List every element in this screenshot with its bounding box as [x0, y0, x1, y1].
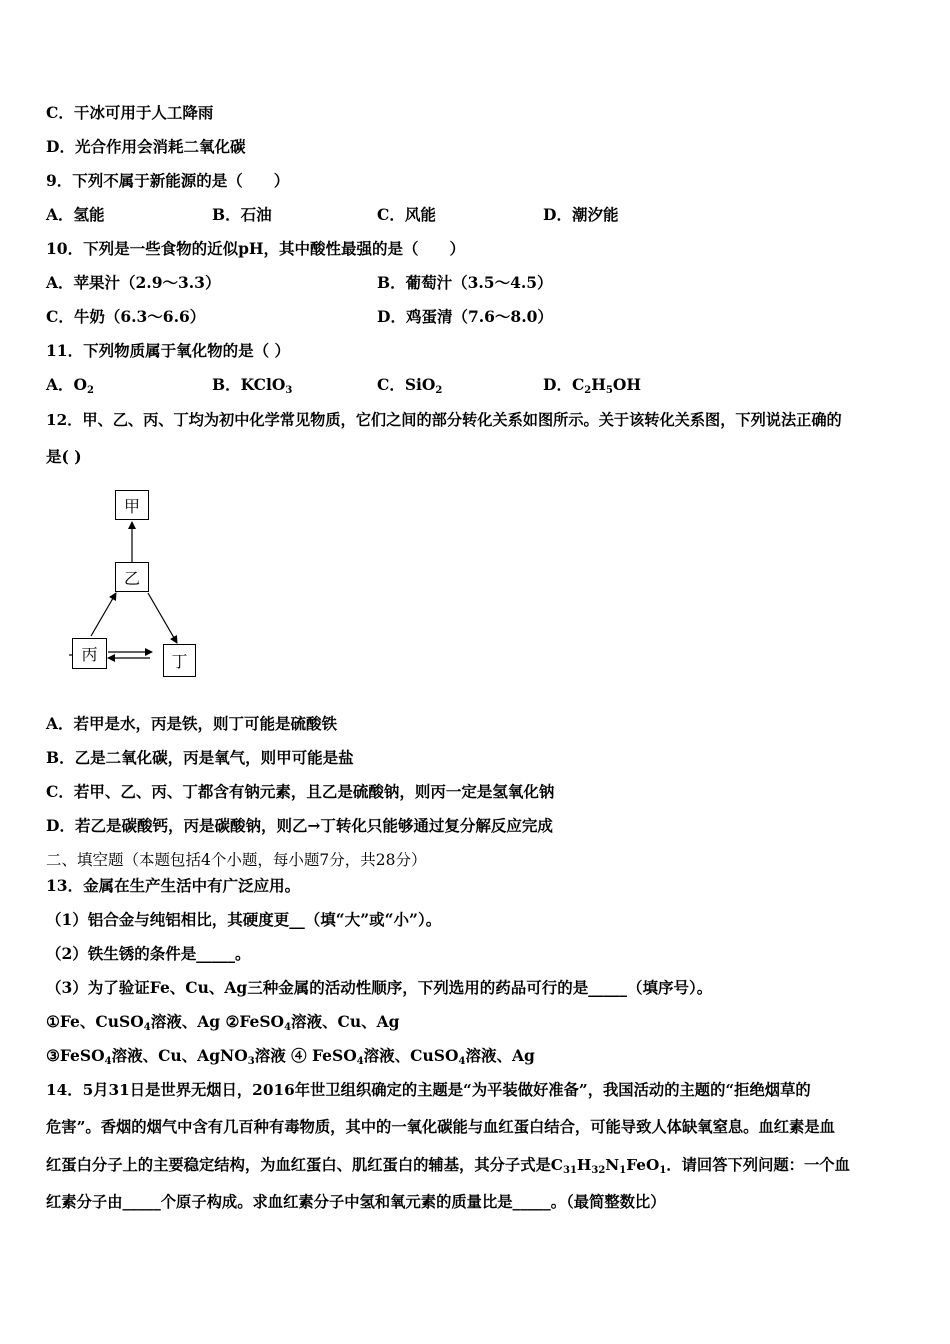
- q10-option-a: A．苹果汁（2.9～3.3）: [46, 273, 221, 292]
- q9-option-c: C．风能: [377, 205, 436, 224]
- box-yi: 乙: [115, 562, 149, 592]
- box-ding: 丁: [163, 644, 196, 677]
- section-2-heading: 二、填空题（本题包括4个小题，每小题7分，共28分）: [46, 851, 427, 869]
- q13-part2: （2）铁生锈的条件是_____。: [46, 944, 251, 963]
- q8-option-c: C．干冰可用于人工降雨: [46, 103, 214, 122]
- q11-stem: 11．下列物质属于氧化物的是（ ）: [46, 341, 290, 360]
- q12-option-b: B．乙是二氧化碳，丙是氧气，则甲可能是盐: [46, 748, 354, 767]
- q11-option-a: A．$O_2$: [46, 375, 94, 396]
- q12-option-c: C．若甲、乙、丙、丁都含有钠元素，且乙是硫酸钠，则丙一定是氢氧化钠: [46, 782, 555, 801]
- q8-option-d: D．光合作用会消耗二氧化碳: [46, 137, 246, 156]
- q12-stem-line1: 12．甲、乙、丙、丁均为初中化学常见物质，它们之间的部分转化关系如图所示。关于该转化关系图，下列说法正确的: [46, 411, 842, 429]
- q10-option-b: B．葡萄汁（3.5～4.5）: [377, 273, 553, 292]
- q11-option-d: D．$C_2H_5OH$: [543, 375, 642, 396]
- q9-option-a: A．氢能: [46, 205, 105, 224]
- q9-option-d: D．潮汐能: [543, 205, 619, 224]
- q10-option-c: C．牛奶（6.3～6.6）: [46, 307, 206, 326]
- q13-part3: （3）为了验证Fe、Cu、Ag三种金属的活动性顺序，下列选用的药品可行的是_____（填序号）。: [46, 978, 713, 997]
- conversion-diagram: [64, 486, 214, 686]
- q13-options-row2: ③FeSO$_4$溶液、Cu、AgNO$_3$溶液 ④ FeSO$_4$溶液、CuSO$_4$溶液、Ag: [46, 1046, 535, 1067]
- box-jia: 甲: [115, 490, 149, 520]
- q13-stem: 13．金属在生产生活中有广泛应用。: [46, 876, 301, 895]
- q11-option-c: C．SiO$_2$: [377, 375, 443, 396]
- q14-line1: 14．5月31日是世界无烟日，2016年世卫组织确定的主题是“为平装做好准备”，我国活动的主题的“拒绝烟草的: [46, 1081, 811, 1099]
- arrow-yi-to-ding: [148, 593, 177, 643]
- arrow-bing-to-yi: [91, 593, 116, 636]
- q12-option-a: A．若甲是水，丙是铁，则丁可能是硫酸铁: [46, 714, 338, 733]
- q10-option-d: D．鸡蛋清（7.6～8.0）: [377, 307, 553, 326]
- q14-line4: 红素分子由_____个原子构成。求血红素分子中氢和氧元素的质量比是_____。（最简整数比）: [46, 1193, 666, 1211]
- q11-option-b: B．KClO$_3$: [212, 375, 293, 396]
- q9-stem: 9．下列不属于新能源的是（ ）: [46, 171, 290, 190]
- q13-part1: （1）铝合金与纯铝相比，其硬度更__（填“大”或“小”）。: [46, 910, 442, 929]
- q12-option-d: D．若乙是碳酸钙，丙是碳酸钠，则乙→丁转化只能够通过复分解反应完成: [46, 816, 553, 835]
- q14-line3: 红蛋白分子上的主要稳定结构，为血红蛋白、肌红蛋白的辅基，其分子式是$C_{31}H_{32}N_1FeO_1$．请回答下列问题：一个血: [46, 1156, 850, 1176]
- q13-options-row1: ①Fe、CuSO$_4$溶液、Ag ②FeSO$_4$溶液、Cu、Ag: [46, 1012, 400, 1033]
- q14-line2: 危害”。香烟的烟气中含有几百种有毒物质，其中的一氧化碳能与血红蛋白结合，可能导致人体缺氧窒息。血红素是血: [46, 1118, 835, 1136]
- q9-option-b: B．石油: [212, 205, 272, 224]
- box-bing: 丙: [72, 638, 107, 669]
- q10-stem: 10．下列是一些食物的近似pH，其中酸性最强的是（ ）: [46, 239, 466, 258]
- q12-stem-line2: 是( ): [46, 447, 82, 466]
